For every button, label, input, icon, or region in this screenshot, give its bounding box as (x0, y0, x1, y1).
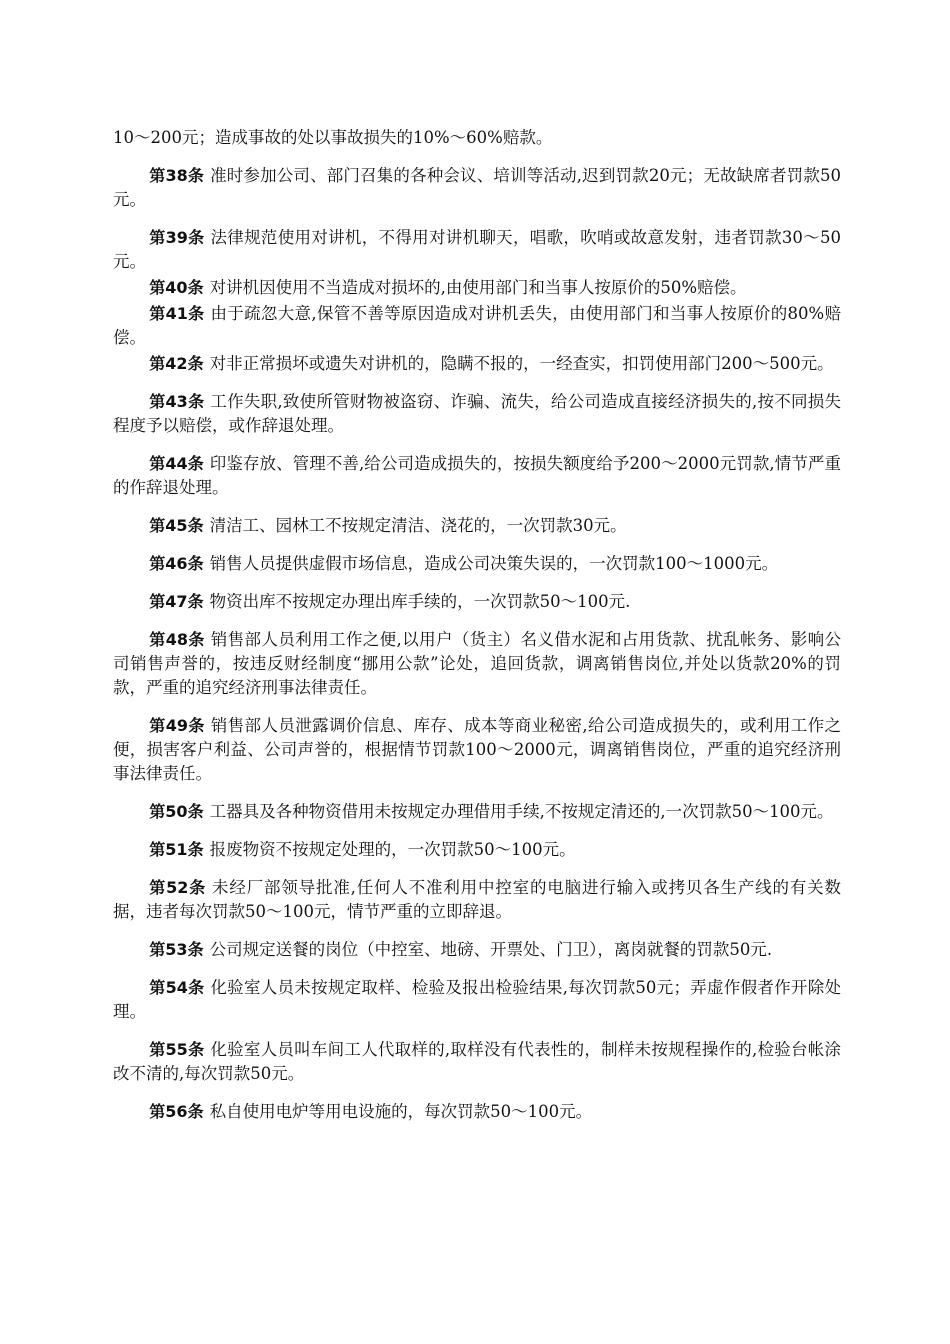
article-52 (113, 876, 841, 924)
article-number: 第38条 (149, 166, 205, 185)
lead-paragraph: 10～200元；造成事故的处以事故损失的10%～60%赔款。 (113, 128, 553, 147)
article-number: 第55条 (149, 1040, 205, 1059)
article-text: 报废物资不按规定处理的，一次罚款50～100元。 (209, 840, 576, 859)
article-text: 销售部人员泄露调价信息、库存、成本等商业秘密,给公司造成损失的，或利用工作之便，损害客户利益、公司声誉的，根据情节罚款100～2000元，调离销售岗位，严重的追究经济刑事法律责任。 (113, 716, 841, 783)
article-46 (113, 552, 841, 576)
article-number: 第44条 (149, 454, 204, 473)
article-text: 法律规范使用对讲机，不得用对讲机聊天，唱歌，吹哨或故意发射，违者罚款30～50元。 (113, 228, 841, 271)
article-text: 化验室人员叫车间工人代取样的,取样没有代表性的，制样未按规程操作的,检验台帐涂改不清的,每次罚款50元。 (113, 1040, 841, 1083)
article-number: 第50条 (149, 802, 204, 821)
article-number: 第41条 (149, 304, 205, 323)
article-49 (113, 714, 841, 786)
article-38 (113, 164, 841, 212)
article-number: 第54条 (149, 978, 205, 997)
article-number: 第56条 (149, 1102, 204, 1121)
article-text: 未经厂部领导批准,任何人不准利用中控室的电脑进行输入或拷贝各生产线的有关数据，违者每次罚款50～100元，情节严重的立即辞退。 (113, 878, 841, 921)
article-40 (113, 276, 841, 300)
article-number: 第43条 (149, 392, 205, 411)
article-number: 第39条 (149, 228, 205, 247)
article-text: 工器具及各种物资借用未按规定办理借用手续,不按规定清还的,一次罚款50～100元。 (209, 802, 834, 821)
article-text: 由于疏忽大意,保管不善等原因造成对讲机丢失，由使用部门和当事人按原价的80%赔偿。 (113, 304, 841, 347)
article-number: 第49条 (149, 716, 205, 735)
article-number: 第47条 (149, 592, 204, 611)
article-number: 第52条 (149, 878, 207, 897)
article-text: 销售人员提供虚假市场信息，造成公司决策失误的，一次罚款100～1000元。 (209, 554, 779, 573)
article-55 (113, 1038, 841, 1086)
article-39 (113, 226, 841, 274)
article-number: 第40条 (149, 278, 204, 297)
article-text: 化验室人员未按规定取样、检验及报出检验结果,每次罚款50元；弄虚作假者作开除处理。 (113, 978, 841, 1021)
article-number: 第51条 (149, 840, 204, 859)
article-text: 清洁工、园林工不按规定清洁、浇花的，一次罚款30元。 (209, 516, 627, 535)
article-56 (113, 1100, 841, 1124)
article-number: 第53条 (149, 940, 204, 959)
article-47 (113, 590, 841, 614)
article-43 (113, 390, 841, 438)
article-51 (113, 838, 841, 862)
article-text: 公司规定送餐的岗位（中控室、地磅、开票处、门卫），离岗就餐的罚款50元. (209, 940, 773, 959)
article-text: 物资出库不按规定办理出库手续的，一次罚款50～100元. (209, 592, 631, 611)
document-page (113, 126, 841, 1138)
article-number: 第42条 (149, 354, 204, 373)
article-text: 对非正常损坏或遗失对讲机的，隐瞒不报的，一经查实，扣罚使用部门200～500元。 (209, 354, 834, 373)
article-54 (113, 976, 841, 1024)
article-text: 私自使用电炉等用电设施的，每次罚款50～100元。 (209, 1102, 593, 1121)
article-41 (113, 302, 841, 350)
article-text: 印鉴存放、管理不善,给公司造成损失的，按损失额度给予200～2000元罚款,情节严重的作辞退处理。 (113, 454, 841, 497)
article-45 (113, 514, 841, 538)
article-44 (113, 452, 841, 500)
article-text: 准时参加公司、部门召集的各种会议、培训等活动,迟到罚款20元；无故缺席者罚款50元。 (113, 166, 841, 209)
article-42 (113, 352, 841, 376)
article-text: 销售部人员利用工作之便,以用户（货主）名义借水泥和占用货款、扰乱帐务、影响公司销售声誉的，按违反财经制度“挪用公款”论处，追回货款，调离销售岗位,并处以货款20%的罚款，严重的追究经济刑事法律责任。 (113, 630, 841, 697)
article-number: 第48条 (149, 630, 205, 649)
article-number: 第46条 (149, 554, 204, 573)
article-number: 第45条 (149, 516, 204, 535)
article-text: 对讲机因使用不当造成对损坏的,由使用部门和当事人按原价的50%赔偿。 (209, 278, 747, 297)
article-53 (113, 938, 841, 962)
article-48 (113, 628, 841, 700)
article-text: 工作失职,致使所管财物被盗窃、诈骗、流失，给公司造成直接经济损失的,按不同损失程度予以赔偿，或作辞退处理。 (113, 392, 841, 435)
article-50 (113, 800, 841, 824)
